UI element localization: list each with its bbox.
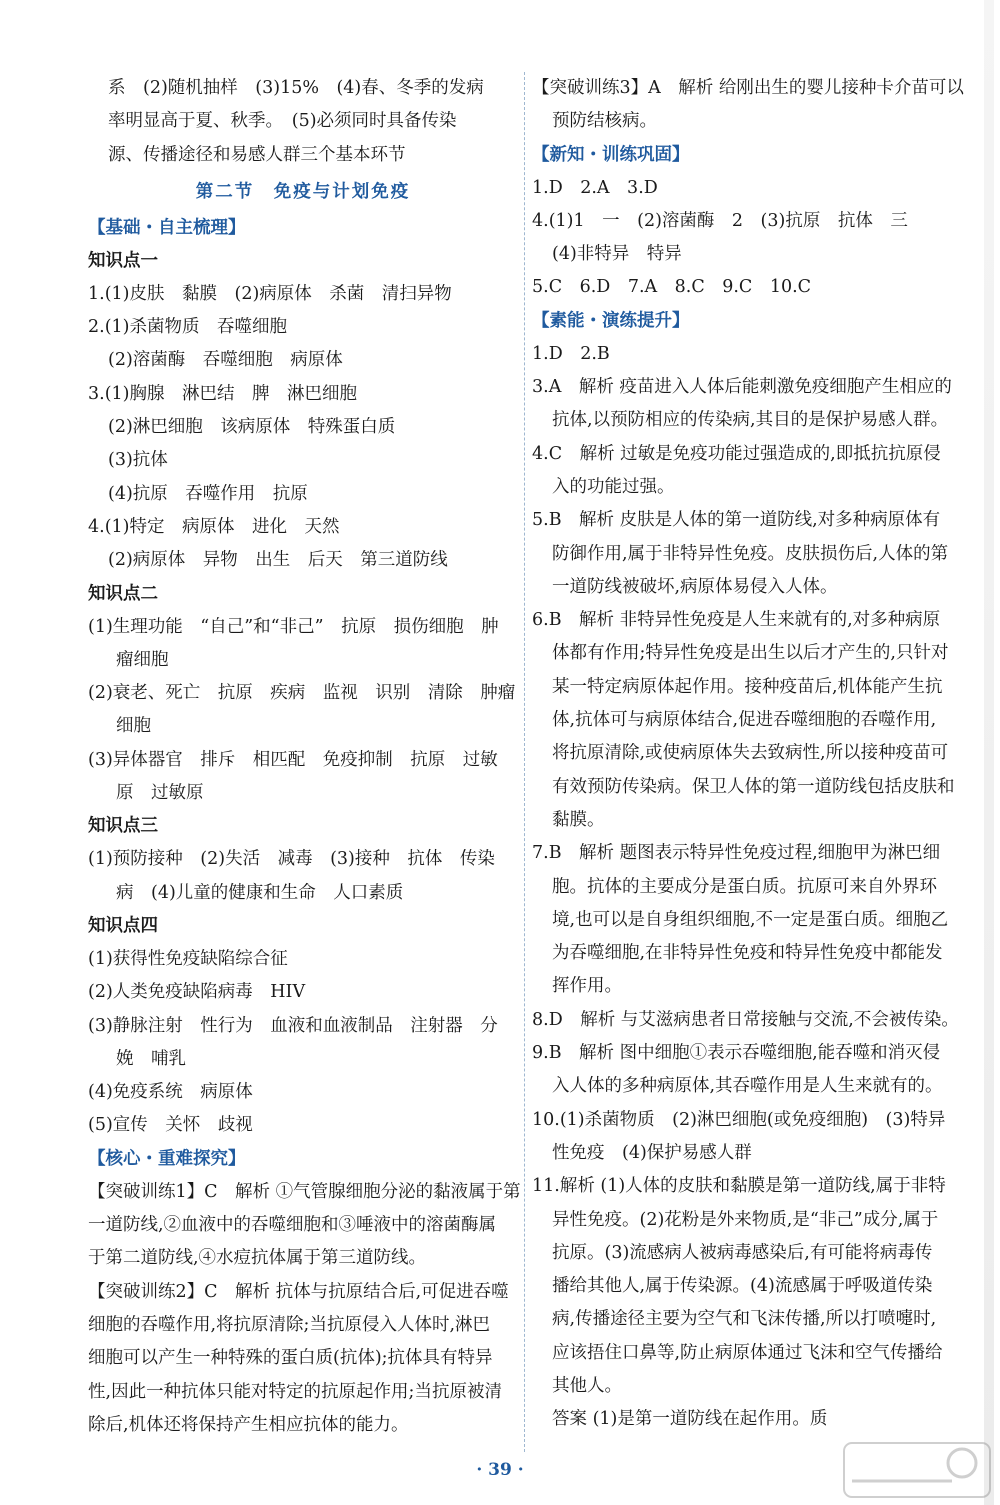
answer-line: (4)抗原 吞噬作用 抗原: [108, 483, 308, 504]
answer-line: 预防结核病。: [552, 111, 657, 132]
answer-line: (3)抗体: [108, 450, 168, 471]
answer-line: (5)宣传 关怀 歧视: [88, 1115, 253, 1136]
answer-line: 1.(1)皮肤 黏膜 (2)病原体 杀菌 清扫异物: [88, 283, 452, 304]
section-header: 【核心・重难探究】: [88, 1148, 246, 1169]
knowledge-point-heading: 知识点四: [88, 915, 158, 936]
answer-line: 3.A 解析 疫苗进入人体后能刺激免疫细胞产生相应的: [532, 377, 952, 398]
answer-line: 体,抗体可与病原体结合,促进吞噬细胞的吞噬作用,: [552, 710, 937, 731]
answer-line: 10.(1)杀菌物质 (2)淋巴细胞(或免疫细胞) (3)特异: [532, 1109, 946, 1130]
right-column: [532, 72, 962, 1437]
answer-line: 应该捂住口鼻等,防止病原体通过飞沫和空气传播给: [552, 1342, 943, 1363]
answer-line: 率明显高于夏、秋季。 (5)必须同时具备传染: [108, 111, 457, 132]
answer-line: 3.(1)胸腺 淋巴结 脾 淋巴细胞: [88, 383, 357, 404]
answer-line: 性免疫 (4)保护易感人群: [552, 1142, 752, 1163]
answer-line: (4)非特异 特异: [552, 244, 682, 265]
answer-line: 体都有作用;特异性免疫是出生以后才产生的,只针对: [552, 643, 949, 664]
knowledge-point-heading: 知识点二: [88, 583, 158, 604]
answer-line: 性,因此一种抗体只能对特定的抗原起作用;当抗原被清: [88, 1381, 502, 1402]
answer-line: 源、传播途径和易感人群三个基本环节: [108, 144, 406, 165]
answer-line: (1)获得性免疫缺陷综合征: [88, 948, 288, 969]
answer-line: 一道防线,②血液中的吞噬细胞和③唾液中的溶菌酶属: [88, 1215, 497, 1236]
answer-line: 娩 哺乳: [116, 1048, 186, 1069]
answer-line: 胞。抗体的主要成分是蛋白质。抗原可来自外界环: [552, 876, 937, 897]
answer-line: 病,传播途径主要为空气和飞沫传播,所以打喷嚏时,: [552, 1309, 937, 1330]
answer-line: 9.B 解析 图中细胞①表示吞噬细胞,能吞噬和消灭侵: [532, 1043, 941, 1064]
answer-line: 【突破训练1】C 解析 ①气管腺细胞分泌的黏液属于第: [88, 1181, 521, 1202]
answer-line: 细胞可以产生一种特殊的蛋白质(抗体);抗体具有特异: [88, 1348, 493, 1369]
answer-line: 原 过敏原: [116, 783, 204, 804]
page-number: · 39 ·: [476, 1460, 524, 1480]
watermark-logo: [842, 1441, 992, 1499]
answer-line: 有效预防传染病。保卫人体的第一道防线包括皮肤和: [552, 776, 955, 797]
answer-line: 4.C 解析 过敏是免疫功能过强造成的,即抵抗抗原侵: [532, 443, 941, 464]
answer-line: (2)衰老、死亡 抗原 疾病 监视 识别 清除 肿瘤: [88, 683, 516, 704]
answer-line: 境,也可以是自身组织细胞,不一定是蛋白质。细胞乙: [552, 909, 949, 930]
answer-line: 8.D 解析 与艾滋病患者日常接触与交流,不会被传染。: [532, 1009, 959, 1030]
answer-line: (3)异体器官 排斥 相匹配 免疫抑制 抗原 过敏: [88, 749, 498, 770]
answer-line: 防御作用,属于非特异性免疫。皮肤损伤后,人体的第: [552, 543, 949, 564]
answer-line: 5.B 解析 皮肤是人体的第一道防线,对多种病原体有: [532, 510, 941, 531]
answer-line: 异性免疫。(2)花粉是外来物质,是“非己”成分,属于: [552, 1209, 939, 1230]
answer-line: 11.解析 (1)人体的皮肤和黏膜是第一道防线,属于非特: [532, 1176, 946, 1197]
section-title: 第二节 免疫与计划免疫: [195, 181, 411, 202]
answer-line: (3)静脉注射 性行为 血液和血液制品 注射器 分: [88, 1015, 498, 1036]
answer-line: (2)人类免疫缺陷病毒 HIV: [88, 982, 306, 1003]
answer-line: 1.D 2.B: [532, 343, 610, 364]
knowledge-point-heading: 知识点三: [88, 816, 158, 837]
answer-line: 其他人。: [552, 1375, 622, 1396]
answer-line: 一道防线被破坏,病原体易侵入人体。: [552, 576, 838, 597]
page-edge: [984, 0, 994, 1505]
answer-line: 播给其他人,属于传染源。(4)流感属于呼吸道传染: [552, 1276, 933, 1297]
answer-line: 抗体,以预防相应的传染病,其目的是保护易感人群。: [552, 410, 949, 431]
answer-line: 4.(1)1 一 (2)溶菌酶 2 (3)抗原 抗体 三: [532, 210, 908, 231]
answer-line: 除后,机体还将保持产生相应抗体的能力。: [88, 1414, 409, 1435]
answer-line: 入人体的多种病原体,其吞噬作用是人生来就有的。: [552, 1076, 943, 1097]
answer-line: 4.(1)特定 病原体 进化 天然: [88, 516, 340, 537]
answer-line: 为吞噬细胞,在非特异性免疫和特异性免疫中都能发: [552, 943, 943, 964]
answer-line: 将抗原清除,或使病原体失去致病性,所以接种疫苗可: [552, 743, 949, 764]
answer-line: 【突破训练2】C 解析 抗体与抗原结合后,可促进吞噬: [88, 1281, 509, 1302]
answer-line: (4)免疫系统 病原体: [88, 1082, 253, 1103]
answer-line: 细胞的吞噬作用,将抗原清除;当抗原侵入人体时,淋巴: [88, 1314, 491, 1335]
answer-line: 答案 (1)是第一道防线在起作用。质: [552, 1409, 828, 1430]
answer-line: 于第二道防线,④水痘抗体属于第三道防线。: [88, 1248, 427, 1269]
answer-line: 挥作用。: [552, 976, 622, 997]
answer-line: 5.C 6.D 7.A 8.C 9.C 10.C: [532, 277, 812, 298]
answer-line: 瘤细胞: [116, 649, 169, 670]
column-divider: [524, 72, 525, 1452]
knowledge-point-heading: 知识点一: [88, 250, 158, 271]
section-header: 【新知・训练巩固】: [532, 144, 690, 165]
answer-line: 7.B 解析 题图表示特异性免疫过程,细胞甲为淋巴细: [532, 843, 941, 864]
answer-line: 入的功能过强。: [552, 476, 675, 497]
answer-line: (2)病原体 异物 出生 后天 第三道防线: [108, 550, 448, 571]
answer-line: 抗原。(3)流感病人被病毒感染后,有可能将病毒传: [552, 1242, 933, 1263]
answer-line: 黏膜。: [552, 809, 605, 830]
answer-line: (1)生理功能 “自己”和“非己” 抗原 损伤细胞 肿: [88, 616, 499, 637]
section-header: 【基础・自主梳理】: [88, 217, 246, 238]
left-column: [88, 72, 521, 1442]
answer-line: (1)预防接种 (2)失活 减毒 (3)接种 抗体 传染: [88, 849, 495, 870]
answer-line: 【突破训练3】A 解析 给刚出生的婴儿接种卡介苗可以: [532, 78, 964, 98]
answer-line: 病 (4)儿童的健康和生命 人口素质: [116, 882, 404, 903]
answer-line: (2)淋巴细胞 该病原体 特殊蛋白质: [108, 417, 396, 438]
answer-line: 细胞: [116, 716, 151, 737]
answer-line: 系 (2)随机抽样 (3)15% (4)春、冬季的发病: [108, 78, 484, 98]
answer-line: 1.D 2.A 3.D: [532, 177, 658, 198]
answer-line: (2)溶菌酶 吞噬细胞 病原体: [108, 350, 343, 371]
answer-line: 6.B 解析 非特异性免疫是人生来就有的,对多种病原: [532, 610, 941, 631]
section-header: 【素能・演练提升】: [532, 310, 690, 331]
answer-line: 2.(1)杀菌物质 吞噬细胞: [88, 317, 287, 338]
answer-line: 某一特定病原体起作用。接种疫苗后,机体能产生抗: [552, 676, 943, 697]
